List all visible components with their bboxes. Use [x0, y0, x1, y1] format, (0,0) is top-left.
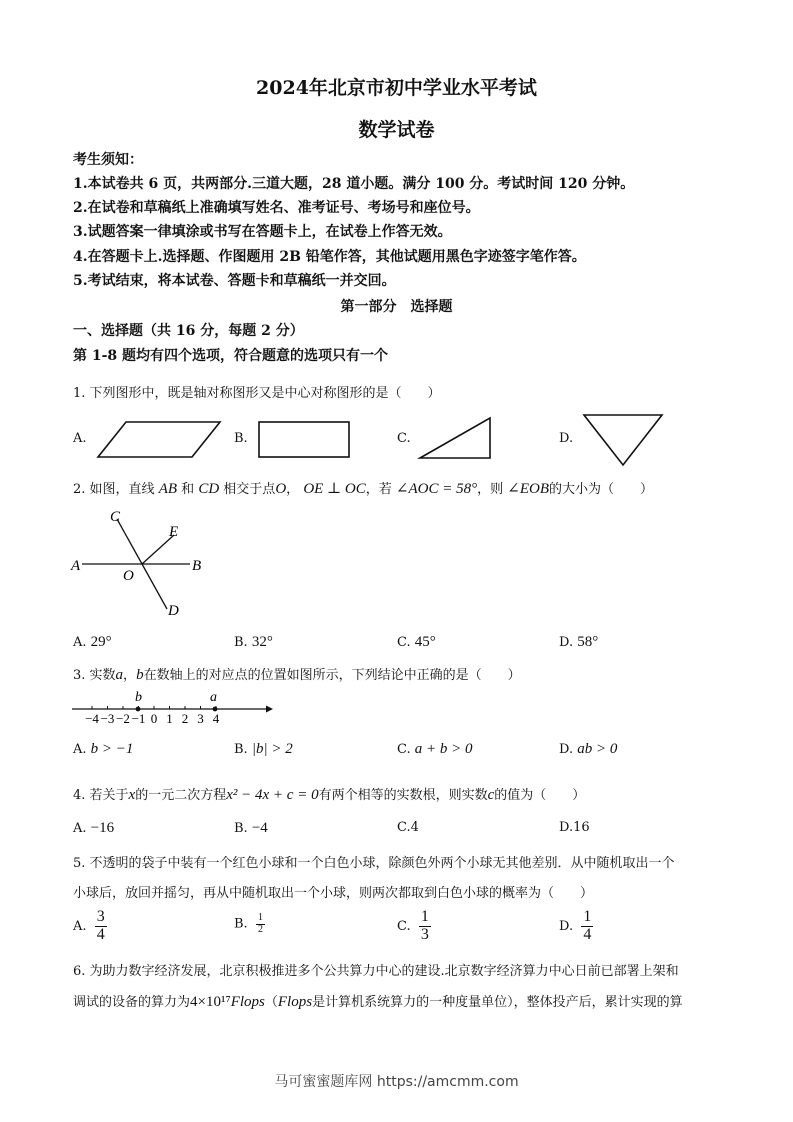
question-5-line-2: 小球后，放回并摇匀，再从中随机取出一个小球，则两次都取到白色小球的概率为（ ） [73, 886, 594, 901]
q5-option-d: D. $\frac{1}{4}$ [559, 908, 592, 943]
number-line-tick-label: −4 [85, 711, 99, 726]
q2-option-a: A. 29° [73, 634, 112, 650]
q3-option-a: A. b > −1 [73, 741, 134, 757]
label-e: E [169, 524, 179, 540]
q5-option-b: B. $\frac{1}{2}$ [234, 912, 263, 935]
point-b-label: b [135, 690, 142, 705]
point-a [213, 707, 218, 712]
section-heading: 一、选择题（共 16 分，每题 2 分） [73, 323, 304, 339]
q4-option-c: C.4 [397, 820, 419, 835]
notice-item: 4.在答题卡上.选择题、作图题用 2B 铅笔作答，其他试题用黑色字迹签字笔作答。 [73, 249, 586, 265]
q4-option-a: A. −16 [73, 820, 115, 836]
question-2-text: 2. 如图，直线 AB 和 CD 相交于点O， OE ⊥ OC，若 ∠AOC = 58°，则 ∠EOB的大小为（ ） [73, 481, 654, 497]
exam-subtitle: 数学试卷 [358, 119, 435, 141]
label-c: C [110, 509, 121, 525]
q1-option-a-label: A. [73, 431, 87, 446]
notice-item: 1.本试卷共 6 页，共两部分.三道大题，28 道小题。满分 100 分。考试时间 120 分钟。 [73, 176, 635, 192]
q3-option-d: D. ab > 0 [559, 741, 618, 757]
q5-option-c: C. $\frac{1}{3}$ [397, 908, 429, 943]
question-6-line-1: 6. 为助力数字经济发展，北京积极推进多个公共算力中心的建设.北京数字经济算力中心日前已部署上架和 [73, 964, 679, 979]
q2-option-c: C. 45° [397, 634, 436, 650]
q1-option-c-label: C. [397, 431, 411, 446]
inverted-triangle-shape [580, 411, 666, 469]
number-line-tick-label: −1 [131, 711, 146, 726]
number-line-tick-label: 3 [197, 711, 204, 726]
question-5-line-1: 5. 不透明的袋子中装有一个红色小球和一个白色小球，除颜色外两个小球无其他差别．从中随机取出一个 [73, 856, 675, 871]
q3-option-c: C. a + b > 0 [397, 741, 473, 757]
part-heading: 第一部分 选择题 [340, 299, 453, 315]
label-d: D [168, 603, 179, 619]
q1-option-d-label: D. [559, 431, 574, 446]
number-line-tick-label: 2 [181, 711, 189, 726]
q2-intersecting-lines-figure [70, 505, 210, 620]
right-triangle-shape [416, 414, 496, 462]
notice-item: 5.考试结束，将本试卷、答题卡和草稿纸一并交回。 [73, 273, 396, 289]
q2-option-b: B. 32° [234, 634, 273, 650]
question-3-text: 3. 实数a，b在数轴上的对应点的位置如图所示，下列结论中正确的是（ ） [73, 667, 521, 683]
number-line-tick-label: −2 [116, 711, 130, 726]
q2-option-d: D. 58° [559, 634, 599, 650]
notice-item: 3.试题答案一律填涂或书写在答题卡上，在试卷上作答无效。 [73, 224, 452, 240]
q5-option-a: A. $\frac{3}{4}$ [73, 908, 105, 943]
section-instruction: 第 1-8 题均有四个选项，符合题意的选项只有一个 [73, 348, 389, 364]
number-line-tick-label: 4 [212, 711, 220, 726]
label-b: B [192, 558, 202, 574]
number-line-tick-label: −3 [100, 711, 115, 726]
label-o: O [123, 568, 134, 584]
notice-heading: 考生须知： [73, 152, 143, 168]
exam-title: 2024年北京市初中学业水平考试 [256, 77, 537, 99]
q1-option-b-label: B. [234, 431, 248, 446]
rectangle-shape [255, 418, 355, 462]
number-line-tick-label: 0 [150, 711, 158, 726]
question-1-text: 1. 下列图形中，既是轴对称图形又是中心对称图形的是（ ） [73, 386, 441, 401]
notice-item: 2.在试卷和草稿纸上准确填写姓名、准考证号、考场号和座位号。 [73, 200, 480, 216]
q4-option-b: B. −4 [234, 820, 268, 836]
point-a-label: a [210, 690, 217, 705]
parallelogram-shape [94, 418, 226, 462]
q3-number-line [70, 688, 275, 728]
footer-watermark: 马可蜜蜜题库网 https://amcmm.com [274, 1074, 519, 1090]
question-4-text: 4. 若关于x的一元二次方程x² − 4x + c = 0有两个相等的实数根，则实数c的值为（ ） [73, 787, 586, 803]
point-b [136, 707, 141, 712]
q3-option-b: B. |b| > 2 [234, 741, 293, 757]
q4-option-d: D.16 [559, 820, 590, 835]
label-a: A [71, 558, 81, 574]
question-6-line-2: 调试的设备的算力为4×10¹⁷Flops（Flops是计算机系统算力的一种度量单位），整体投产后，累计实现的算 [73, 994, 683, 1010]
number-line-tick-label: 1 [166, 711, 173, 726]
